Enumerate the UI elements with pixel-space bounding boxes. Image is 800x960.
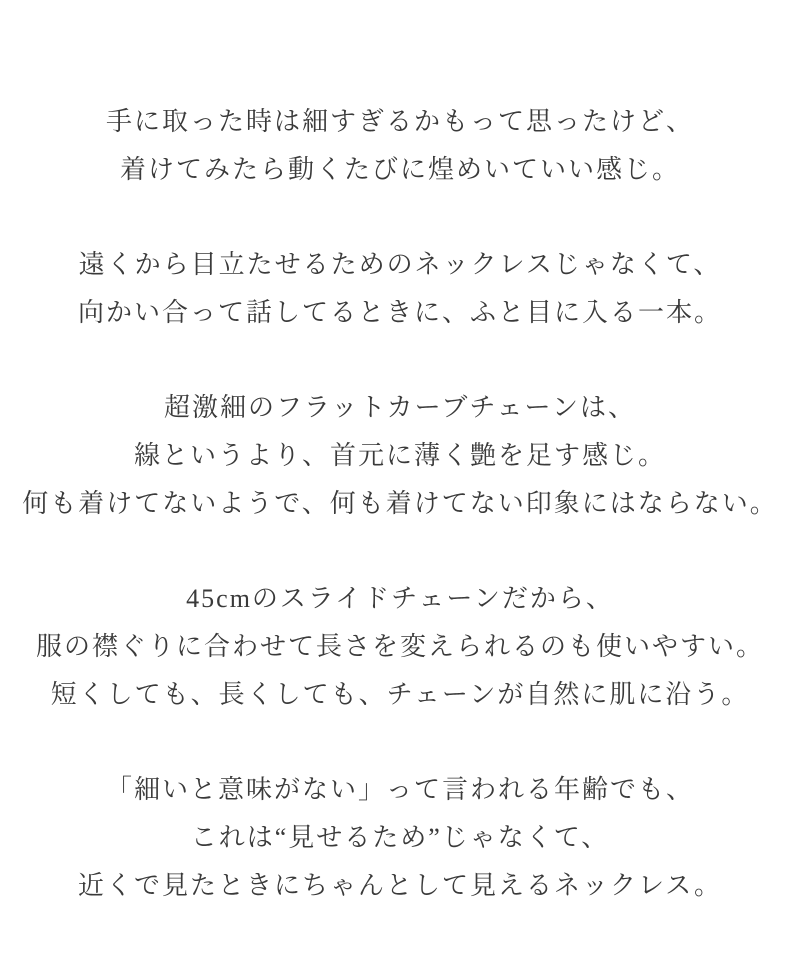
text-line: 線というより、首元に薄く艶を足す感じ。 bbox=[133, 441, 666, 470]
text-line: 超激細のフラットカーブチェーンは、 bbox=[163, 393, 637, 422]
paragraph bbox=[0, 98, 800, 194]
text-line: 遠くから目立たせるためのネックレスじゃなくて、 bbox=[78, 250, 722, 279]
paragraph bbox=[0, 766, 800, 910]
paragraph bbox=[0, 575, 800, 719]
text-line: 「細いと意味がない」って言われる年齢でも、 bbox=[105, 775, 694, 804]
text-line: 手に取った時は細すぎるかもって思ったけど、 bbox=[105, 107, 694, 136]
text-line: 何も着けてないようで、何も着けてない印象にはならない。 bbox=[22, 489, 778, 518]
text-line: 近くで見たときにちゃんとして見えるネックレス。 bbox=[77, 871, 722, 900]
text-line: 45cmのスライドチェーンだから、 bbox=[186, 584, 614, 613]
text-line: これは“見せるため”じゃなくて、 bbox=[190, 823, 610, 852]
text-line: 服の襟ぐりに合わせて長さを変えられるのも使いやすい。 bbox=[35, 632, 764, 661]
text-line: 短くしても、長くしても、チェーンが自然に肌に沿う。 bbox=[50, 680, 750, 709]
paragraph bbox=[0, 384, 800, 528]
text-line: 向かい合って話してるときに、ふと目に入る一本。 bbox=[77, 298, 722, 327]
paragraph bbox=[0, 241, 800, 337]
text-line: 着けてみたら動くたびに煌めいていい感じ。 bbox=[119, 155, 680, 184]
